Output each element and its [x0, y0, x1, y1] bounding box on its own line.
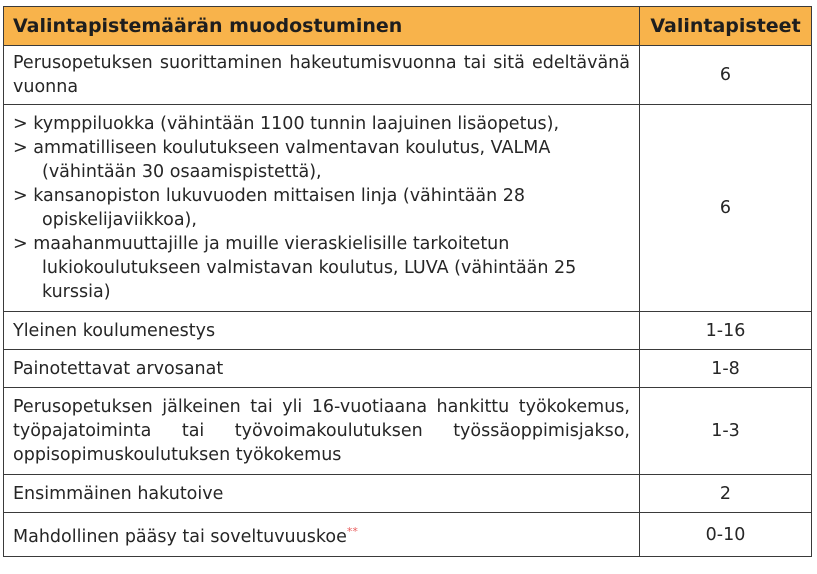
criterion-cell: Painotettavat arvosanat: [4, 350, 640, 388]
selection-points-table: [3, 6, 812, 557]
table-row: [4, 475, 812, 513]
criterion-text: Mahdollinen pääsy tai soveltuvuuskoe: [13, 526, 347, 547]
criterion-cell: Yleinen koulumenestys: [4, 312, 640, 350]
table-header-row: [4, 7, 812, 46]
table-row: [4, 312, 812, 350]
list-item: > maahanmuuttajille ja muille vieraskielisille tarkoitetun lukiokoulutukseen valmistavan koulutus, LUVA (vähintään 25 kurssia): [13, 234, 577, 302]
points-cell: 0-10: [640, 513, 812, 557]
criterion-list-cell: [4, 105, 640, 312]
points-cell: 2: [640, 475, 812, 513]
list-item: > ammatilliseen koulutukseen valmentavan koulutus, VALMA (vähintään 30 osaamispistettä),: [13, 138, 551, 182]
table-row: [4, 388, 812, 475]
points-cell: 6: [640, 46, 812, 105]
table-row: [4, 105, 812, 312]
points-cell: 1-8: [640, 350, 812, 388]
points-cell: 1-16: [640, 312, 812, 350]
criterion-cell: [4, 513, 640, 557]
header-criterion: Valintapistemäärän muodostuminen: [4, 7, 640, 46]
header-points: Valintapisteet: [640, 7, 812, 46]
table-row: [4, 46, 812, 105]
points-cell: 1-3: [640, 388, 812, 475]
table-row: [4, 513, 812, 557]
criterion-cell: Perusopetuksen suorittaminen hakeutumisvuonna tai sitä edeltävänä vuonna: [4, 46, 640, 105]
criterion-cell: Ensimmäinen hakutoive: [4, 475, 640, 513]
list-item: > kansanopiston lukuvuoden mittaisen linja (vähintään 28 opiskelijaviikkoa),: [13, 186, 526, 230]
list-item: > kymppiluokka (vähintään 1100 tunnin laajuinen lisäopetus),: [13, 114, 560, 134]
footnote-mark: **: [346, 525, 358, 539]
criterion-cell: Perusopetuksen jälkeinen tai yli 16-vuotiaana hankittu työkokemus, työpajatoiminta tai työvoimakoulutuksen työssäoppimisjakso, oppisopimuskoulutuksen työkokemus: [4, 388, 640, 475]
points-cell: 6: [640, 105, 812, 312]
table-row: [4, 350, 812, 388]
